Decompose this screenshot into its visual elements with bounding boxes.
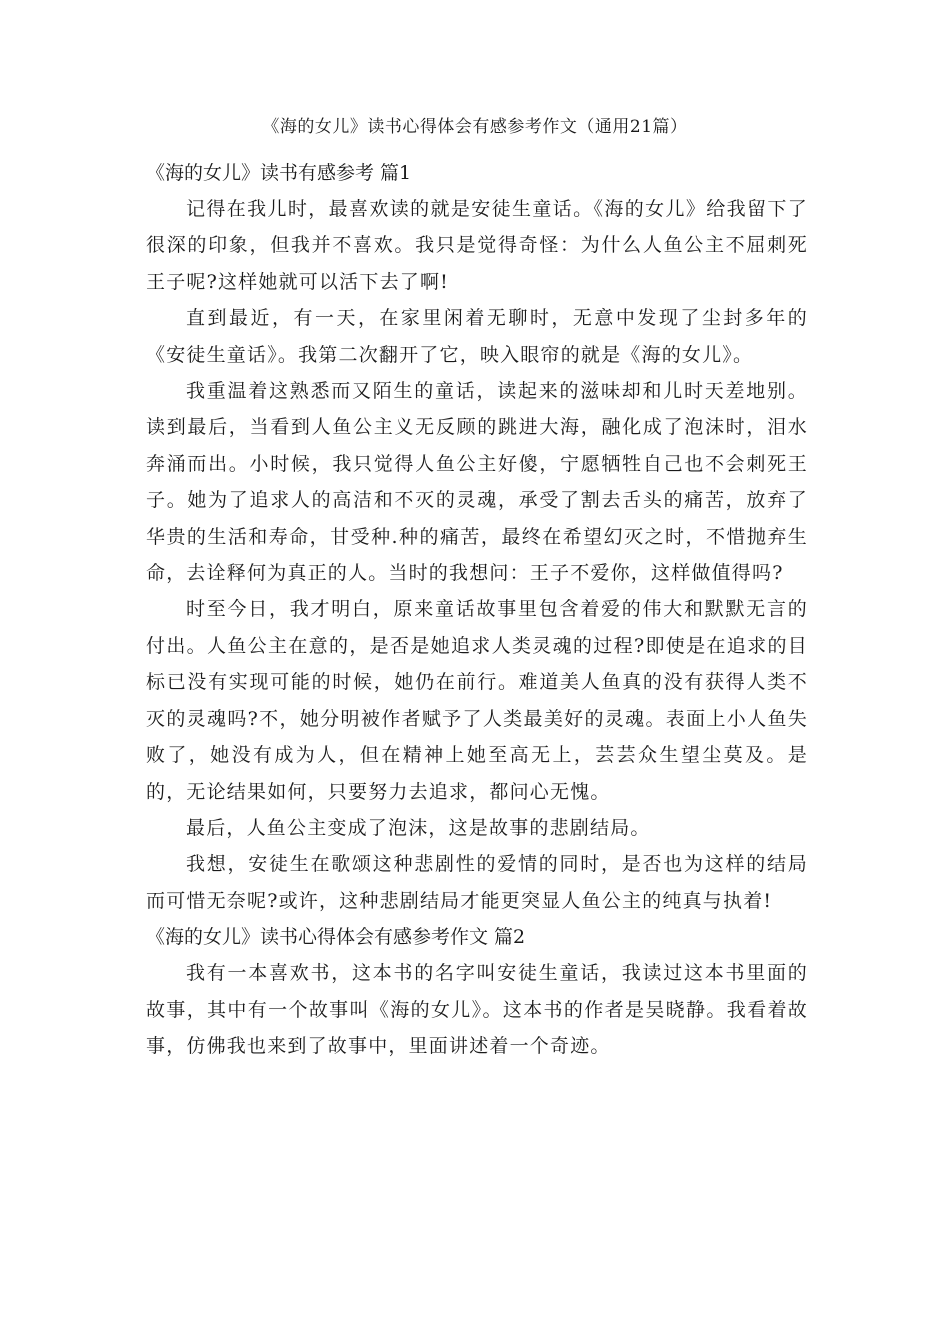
section-1: [146, 155, 808, 919]
paragraph: 我想，安徒生在歌颂这种悲剧性的爱情的同时，是否也为这样的结局而可惜无奈呢?或许，这种悲剧结局才能更突显人鱼公主的纯真与执着!: [146, 853, 808, 912]
paragraph: 时至今日，我才明白，原来童话故事里包含着爱的伟大和默默无言的付出。人鱼公主在意的，是否是她追求人类灵魂的过程?即使是在追求的目标已没有实现可能的时候，她仍在前行。难道美人鱼真的没有获得人类不灭的灵魂吗?不，她分明被作者赋予了人类最美好的灵魂。表面上小人鱼失败了，她没有成为人，但在精神上她至高无上，芸芸众生望尘莫及。是的，无论结果如何，只要努力去追求，都问心无愧。: [146, 598, 808, 803]
section-heading: 《海的女儿》读书有感参考 篇1: [146, 162, 412, 184]
paragraph: 我重温着这熟悉而又陌生的童话，读起来的滋味却和儿时天差地别。读到最后，当看到人鱼公主义无反顾的跳进大海，融化成了泡沫时，泪水奔涌而出。小时候，我只觉得人鱼公主好傻，宁愿牺牲自己也不会刺死王子。她为了追求人的高洁和不灭的灵魂，承受了割去舌头的痛苦，放弃了华贵的生活和寿命，甘受种.种的痛苦，最终在希望幻灭之时，不惜抛弃生命，去诠释何为真正的人。当时的我想问：王子不爱你，这样做值得吗?: [146, 380, 808, 585]
document-body: [146, 155, 808, 1064]
paragraph: 记得在我儿时，最喜欢读的就是安徒生童话。《海的女儿》给我留下了很深的印象，但我并不喜欢。我只是觉得奇怪：为什么人鱼公主不屈刺死王子呢?这样她就可以活下去了啊!: [146, 198, 808, 293]
paragraph: 最后，人鱼公主变成了泡沫，这是故事的悲剧结局。: [186, 816, 651, 839]
document-title: 《海的女儿》读书心得体会有感参考作文（通用21篇）: [262, 117, 688, 137]
section-heading: 《海的女儿》读书心得体会有感参考作文 篇2: [146, 926, 526, 949]
paragraph: 直到最近，有一天，在家里闲着无聊时，无意中发现了尘封多年的《安徒生童话》。我第二次翻开了它，映入眼帘的就是《海的女儿》。: [146, 307, 808, 366]
section-2: [146, 919, 808, 1064]
paragraph: 我有一本喜欢书，这本书的名字叫安徒生童话，我读过这本书里面的故事，其中有一个故事叫《海的女儿》。这本书的作者是吴晓静。我看着故事，仿佛我也来到了故事中，里面讲述着一个奇迹。: [146, 962, 808, 1057]
